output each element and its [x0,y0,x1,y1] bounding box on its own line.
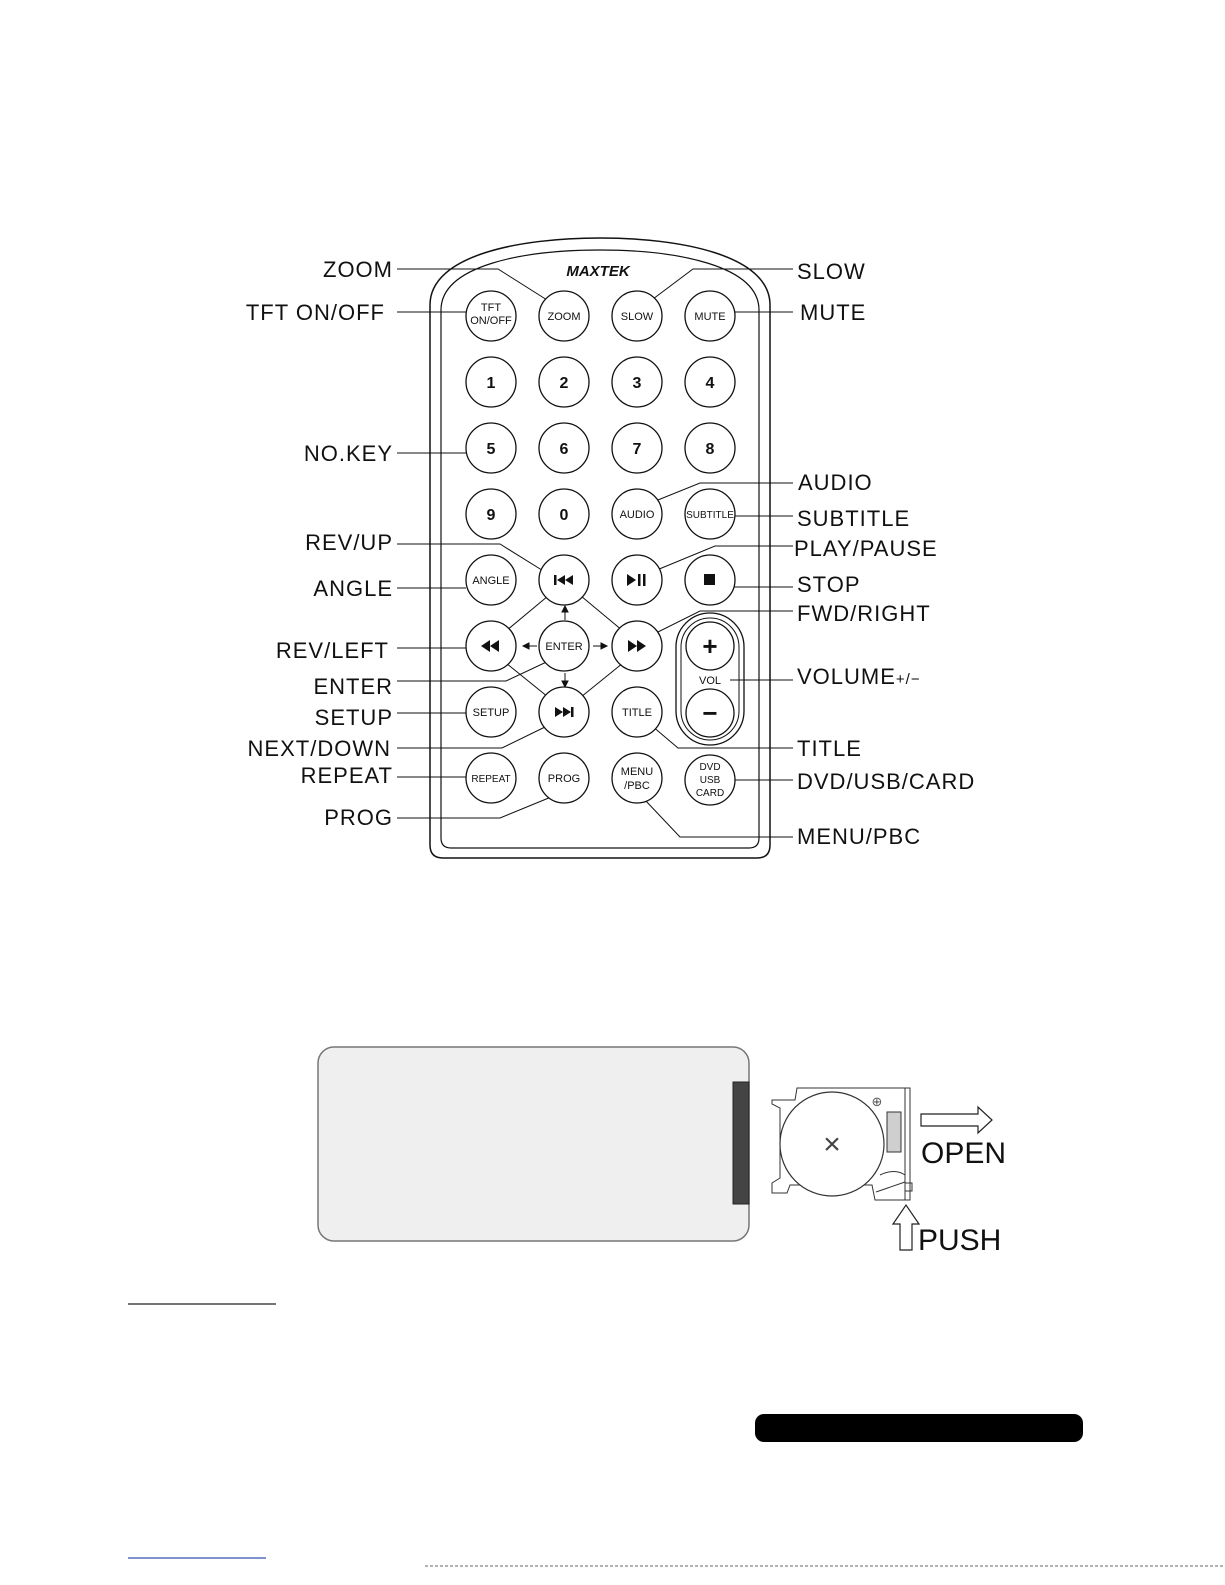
repeat-button[interactable] [466,753,516,803]
angle-button[interactable] [466,555,516,605]
callout-title: TITLE [797,736,862,761]
prog-label: PROG [547,773,581,785]
dvd-label-3: CARD [695,788,725,799]
callout-revleft: REV/LEFT [275,638,389,663]
callout-fwdright: FWD/RIGHT [797,601,931,626]
remote-side-view [318,1047,749,1241]
menu-pbc-button[interactable] [612,753,662,803]
num-label: 4 [705,375,715,392]
battery-coin [780,1092,884,1196]
callout-repeat: REPEAT [300,763,393,788]
number-button-4[interactable] [685,357,735,407]
battery-cross-mark: × [823,1128,841,1161]
audio-button[interactable] [612,489,662,539]
title-button[interactable] [612,687,662,737]
enter-button[interactable] [539,621,589,671]
number-button-6[interactable] [539,423,589,473]
callout-audio: AUDIO [798,470,873,495]
num-label: 0 [559,507,569,524]
tft-label-2: ON/OFF [470,315,512,327]
open-label: OPEN [921,1137,1007,1170]
number-button-5[interactable] [466,423,516,473]
number-button-1[interactable] [466,357,516,407]
plus-icon: + [702,631,718,661]
setup-button[interactable] [466,687,516,737]
volume-up-button[interactable] [686,622,734,670]
num-label: 1 [486,375,496,392]
menu-label-1: MENU [620,766,654,778]
enter-label: ENTER [545,641,583,653]
tft-button[interactable] [466,291,516,341]
subtitle-label: SUBTITLE [686,510,734,521]
tft-label-1: TFT [480,302,502,314]
prev-button[interactable] [539,555,589,605]
callout-mute: MUTE [800,300,867,325]
positive-terminal-icon: ⊕ [871,1095,883,1110]
title-label: TITLE [622,707,652,719]
open-arrow-icon [921,1107,992,1133]
callout-slow: SLOW [797,259,866,284]
num-label: 8 [705,441,715,458]
dvd-label-1: DVD [699,762,721,773]
callout-volume-suffix: +/− [895,671,921,688]
callout-angle: ANGLE [313,576,393,601]
callout-tft: TFT ON/OFF [245,300,385,325]
callout-zoom: ZOOM [323,257,393,282]
angle-label: ANGLE [472,575,510,587]
callout-nextdown: NEXT/DOWN [247,736,391,761]
slow-button[interactable] [612,291,662,341]
subtitle-button[interactable] [685,489,735,539]
callout-setup: SETUP [314,705,393,730]
callout-volume-word: VOLUME [797,664,896,689]
next-button[interactable] [539,687,589,737]
push-label: PUSH [918,1224,1002,1257]
prog-button[interactable] [539,753,589,803]
number-button-7[interactable] [612,423,662,473]
number-button-2[interactable] [539,357,589,407]
callout-prog: PROG [324,805,393,830]
vol-label: VOL [698,675,722,687]
audio-label: AUDIO [619,509,655,521]
callout-stop: STOP [797,572,861,597]
number-button-3[interactable] [612,357,662,407]
num-label: 6 [559,441,569,458]
number-button-9[interactable] [466,489,516,539]
play-pause-button[interactable] [612,555,662,605]
mute-button[interactable] [685,291,735,341]
zoom-button[interactable] [539,291,589,341]
num-label: 5 [486,441,496,458]
setup-label: SETUP [472,707,510,719]
push-arrow-icon [893,1205,919,1250]
callout-lines [397,269,793,837]
stop-icon [704,574,715,585]
callout-menu: MENU/PBC [797,824,922,849]
stop-button[interactable] [685,555,735,605]
callout-nokey: NO.KEY [303,441,393,466]
menu-label-2: /PBC [624,780,650,792]
num-label: 2 [559,375,569,392]
footer-black-bar [755,1414,1083,1442]
callout-enter: ENTER [313,674,393,699]
rewind-button[interactable] [466,621,516,671]
zoom-label: ZOOM [547,311,581,323]
brand-logo: MAXTEK [566,263,630,280]
num-label: 7 [632,441,642,458]
volume-down-button[interactable] [686,689,734,737]
number-button-8[interactable] [685,423,735,473]
num-label: 9 [486,507,496,524]
num-label: 3 [632,375,642,392]
callout-dvd: DVD/USB/CARD [797,769,976,794]
number-button-0[interactable] [539,489,589,539]
minus-icon: − [702,698,718,728]
repeat-label: REPEAT [471,774,511,785]
dvd-usb-card-button[interactable] [685,755,735,805]
callout-revup: REV/UP [305,530,393,555]
callout-volume [797,664,921,689]
slow-label: SLOW [620,311,654,323]
dvd-label-2: USB [699,775,721,786]
callout-playpause: PLAY/PAUSE [794,536,938,561]
callout-subtitle: SUBTITLE [797,506,911,531]
mute-label: MUTE [694,311,726,323]
fast-forward-button[interactable] [612,621,662,671]
